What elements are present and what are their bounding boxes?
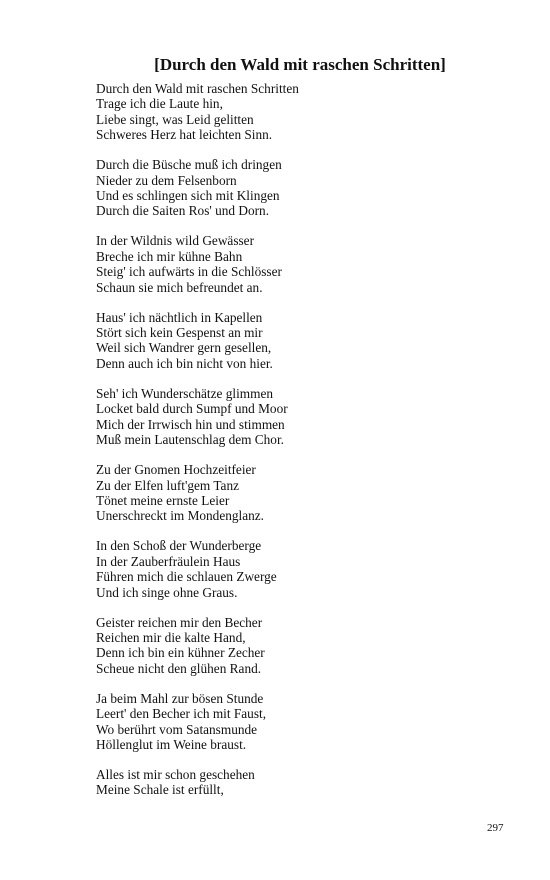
verse-line: Meine Schale ist erfüllt, xyxy=(96,782,224,798)
verse-line: Ja beim Mahl zur bösen Stunde xyxy=(96,690,264,706)
stanza xyxy=(96,615,516,677)
verse-line: In den Schoß der Wunderberge xyxy=(96,538,262,554)
verse-line: Zu der Elfen luft'gem Tanz xyxy=(96,477,239,493)
stanza xyxy=(96,157,516,219)
verse-line: Breche ich mir kühne Bahn xyxy=(96,248,243,264)
verse-line: Durch die Büsche muß ich dringen xyxy=(96,157,282,173)
verse-line: Liebe singt, was Leid gelitten xyxy=(96,111,254,127)
verse-line: Unerschreckt im Mondenglanz. xyxy=(96,508,265,524)
verse-line: Reichen mir die kalte Hand, xyxy=(96,629,246,645)
verse-line: Nieder zu dem Felsenborn xyxy=(96,172,237,188)
verse-line: Geister reichen mir den Becher xyxy=(96,614,263,630)
verse-line: Führen mich die schlauen Zwerge xyxy=(96,569,277,585)
verse-line: Zu der Gnomen Hochzeitfeier xyxy=(96,462,256,478)
verse-line: Denn auch ich bin nicht von hier. xyxy=(96,355,273,371)
verse-line: In der Wildnis wild Gewässer xyxy=(96,233,255,249)
verse-line: Trage ich die Laute hin, xyxy=(96,96,223,112)
verse-line: Und ich singe ohne Graus. xyxy=(96,584,238,600)
poem-title: [Durch den Wald mit raschen Schritten] xyxy=(154,55,446,74)
stanza xyxy=(96,233,516,295)
stanza xyxy=(96,310,516,372)
verse-line: Durch die Saiten Ros' und Dorn. xyxy=(96,203,270,219)
verse-line: Leert' den Becher ich mit Faust, xyxy=(96,706,267,722)
stanza xyxy=(96,691,516,753)
verse-line: Muß mein Lautenschlag dem Chor. xyxy=(96,432,284,448)
stanza xyxy=(96,81,516,143)
verse-line: Wo berührt vom Satansmunde xyxy=(96,721,258,737)
stanza xyxy=(96,386,516,448)
stanza xyxy=(96,538,516,600)
verse-line: Schaun sie mich befreundet an. xyxy=(96,279,263,295)
verse-line: Scheue nicht den glühen Rand. xyxy=(96,660,262,676)
verse-line: Stört sich kein Gespenst an mir xyxy=(96,325,263,341)
verse-line: Tönet meine ernste Leier xyxy=(96,492,230,508)
verse-line: Steig' ich aufwärts in die Schlösser xyxy=(96,264,282,280)
verse-line: In der Zauberfräulein Haus xyxy=(96,553,241,569)
stanza xyxy=(96,767,516,798)
stanza xyxy=(96,462,516,524)
verse-line: Alles ist mir schon geschehen xyxy=(96,766,255,782)
verse-line: Seh' ich Wunderschätze glimmen xyxy=(96,385,274,401)
verse-line: Weil sich Wandrer gern gesellen, xyxy=(96,340,272,356)
verse-line: Haus' ich nächtlich in Kapellen xyxy=(96,309,263,325)
verse-line: Und es schlingen sich mit Klingen xyxy=(96,188,280,204)
verse-line: Schweres Herz hat leichten Sinn. xyxy=(96,127,273,143)
verse-line: Durch den Wald mit raschen Schritten xyxy=(96,81,299,96)
verse-line: Denn ich bin ein kühner Zecher xyxy=(96,645,265,661)
verse-line: Mich der Irrwisch hin und stimmen xyxy=(96,416,285,432)
verse-line: Locket bald durch Sumpf und Moor xyxy=(96,401,288,417)
page-number: 297 xyxy=(487,822,504,834)
poem-body xyxy=(96,81,516,812)
verse-line: Höllenglut im Weine braust. xyxy=(96,736,247,752)
